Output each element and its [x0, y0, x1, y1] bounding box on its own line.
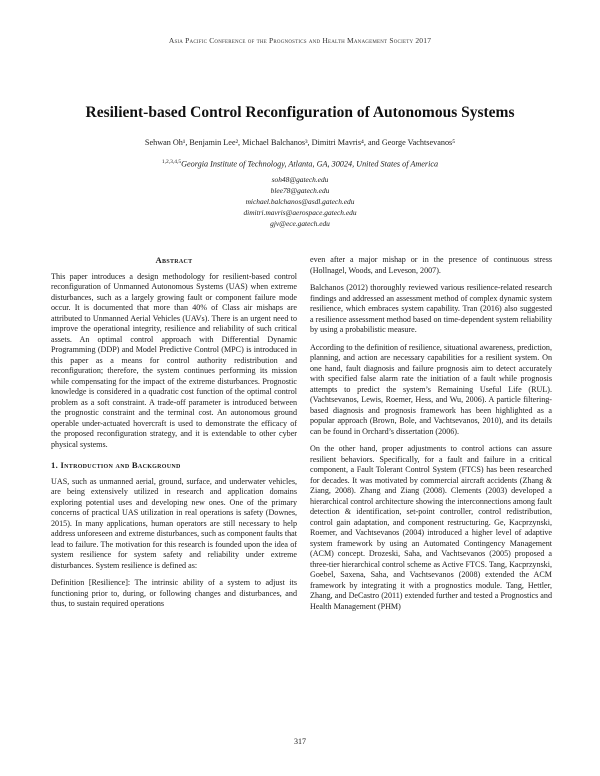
- paragraph: Balchanos (2012) thoroughly reviewed various resilience-related research findings and addressed an assessment method of complex dynamic system resilience, which embraces system capability. Tran (2016) also suggested a resilience assessment method based on time-dependent system reliability by using a probabilistic measure.: [310, 283, 552, 334]
- email: blee78@gatech.edu: [270, 186, 330, 195]
- affiliation-text: Georgia Institute of Technology, Atlanta, GA, 30024, United States of America: [181, 159, 439, 169]
- abstract-heading: Abstract: [155, 255, 193, 265]
- running-header: Asia Pacific Conference of the Prognostics and Health Management Society 2017: [168, 36, 432, 45]
- affiliation: [0, 159, 600, 169]
- section-1-heading: 1. Introduction and Background: [51, 460, 181, 470]
- paper-title: Resilient-based Control Reconfiguration of Autonomous Systems: [85, 104, 515, 121]
- paragraph: According to the definition of resilience, situational awareness, prediction, planning, and action are necessary capabilities for a resilient system. On one hand, fault diagnosis and failure prognosis aim to detect accurately with specified false alarm rate the initiation of a fault while prognosis attempts to predict the system’s Remaining Useful Life (RUL). (Vachtsevanos, Lewis, Roemer, Hess, and Wu, 2006). A particle filtering-based diagnosis and prognosis framework has been highlighted as a popular approach (Brown, Bole, and Vachtsevanos, 2010), and its details can be found in Orchard’s dissertation (2006).: [310, 342, 552, 436]
- email: michael.balchanos@asdl.gatech.edu: [245, 197, 355, 206]
- author-list: Sehwan Oh¹, Benjamin Lee², Michael Balchanos³, Dimitri Mavris⁴, and George Vachtsevanos⁵: [144, 138, 456, 147]
- right-column: [310, 255, 552, 619]
- paragraph: even after a major mishap or in the presence of continuous stress (Hollnagel, Woods, and Leveson, 2007).: [310, 255, 552, 275]
- affiliation-marks: 1,2,3,4,5: [161, 159, 182, 165]
- paragraph: Definition [Resilience]: The intrinsic ability of a system to adjust its functioning prior to, during, or following changes and disturbances, and thus, to sustain required operations: [51, 578, 297, 608]
- paragraph: UAS, such as unmanned aerial, ground, surface, and underwater vehicles, are being extensively utilized in research and application domains exploring potential uses and developing new ones. One of the primary concerns of practical UAS utilization in real operations is safety (Downes, 2015). In many applications, human operators are still necessary to help address unforeseen and extreme disturbances, such as component faults that lead to failure. The motivation for this research is founded upon the idea of system resilience for system safety and reliability under extreme disturbances. System resilience is defined as:: [51, 476, 297, 570]
- left-column: [51, 255, 297, 617]
- paragraph: On the other hand, proper adjustments to control actions can assure resilient behaviors. Specifically, for a fault and failure in a critical component, a Fault Tolerant Control System (FTCS) has been researched for decades. It was motivated by commercial aircraft accidents (Zhang & Ziang, 2008). Zhang and Ziang (2008). Clements (2003) developed a hierarchical control architecture showing the interconnections among fault detection & identification, set-point controller, control redistribution, control gain adaptation, and component restructuring. Ge, Kacprzynski, Roemer, and Vachtsevanos (2004) introduced a higher level of adaptive system framework by using an Automated Contingency Management (ACM) concept. Drozeski, Saha, and Vachtsevanos (2005) proposed a three-tier hierarchical control scheme as Active FTCS. Tang, Kacprzynski, Goebel, Saxena, Saha, and Vachtsevanos (2008) extended the ACM framework by integrating it with a prognostics module. Tang, Hettler, Zhang, and DeCastro (2011) extended further and tested a Prognostics and Health Management (PHM): [310, 444, 552, 611]
- email: dimitri.mavris@aerospace.gatech.edu: [243, 208, 357, 217]
- author-emails: [0, 174, 600, 229]
- email: soh48@gatech.edu: [271, 175, 329, 184]
- abstract-text: This paper introduces a design methodology for resilient-based control reconfiguration of Unmanned Autonomous Systems (UAS) when extreme disturbances, such as a largely growing fault or component failure mode occur. It is documented that more than 40% of Class air mishaps are attributed to Unmanned Aerial Vehicles (UAVs). There is an urgent need to improve the operational integrity, resilience and reliability of such critical assets. An optimal control approach with Differential Dynamic Programming (DDP) and Model Predictive Control (MPC) is introduced in this paper as a means for control authority redistribution and reconfiguration; therefore, the system continues performing its mission while compensating for the impact of the extreme disturbances. Prognostic knowledge is considered in a quadratic cost function of the optimal control problem as a soft constraint. A trade-off parameter is introduced between the prognostic constraint and the terminal cost. An autonomous ground operable under-actuated hovercraft is used to demonstrate the efficacy of the proposed reconfiguration strategy, and it is extendable to other cyber physical systems.: [51, 271, 297, 449]
- email: gjv@ece.gatech.edu: [270, 219, 330, 228]
- page-number: 317: [294, 737, 306, 746]
